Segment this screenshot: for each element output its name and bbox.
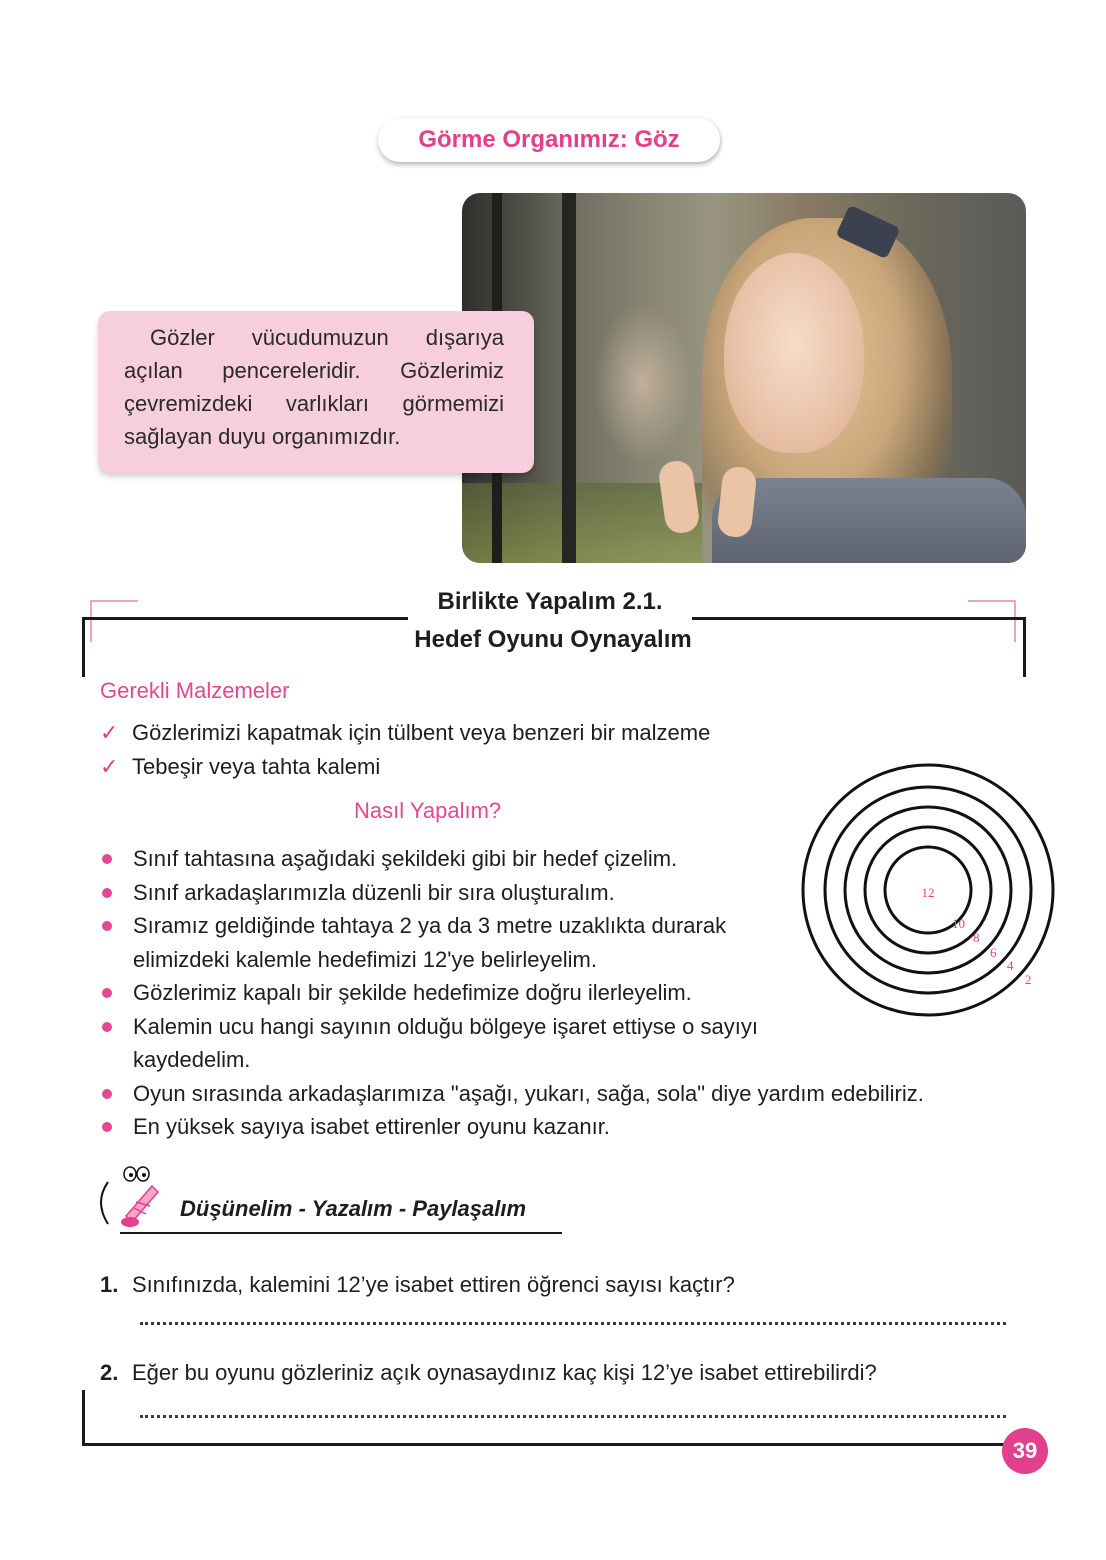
target-label: 4 [1007,958,1014,973]
girl-at-window-photo [462,193,1026,563]
target-label: 2 [1025,972,1032,987]
question-number: 1. [100,1272,119,1297]
question-text: Eğer bu oyunu gözleriniz açık oynasaydınız kaç kişi 12’ye isabet ettirebilirdi? [132,1360,877,1385]
question-item [100,1360,877,1386]
frame-corner-decoration [90,600,138,642]
list-item: Sıramız geldiğinde tahtaya 2 ya da 3 metre uzaklıkta durarak elimizdeki kalemle hedefimizi 12'ye belirleyelim. [100,909,773,976]
answer-line[interactable] [140,1322,1006,1325]
frame-line [692,617,1026,620]
activity-subtitle: Hedef Oyunu Oynayalım [414,626,692,653]
answer-line[interactable] [140,1415,1006,1418]
steps-list [100,842,1060,1144]
material-item [100,720,710,746]
material-text: Gözlerimizi kapatmak için tülbent veya benzeri bir malzeme [132,720,711,745]
material-item [100,754,380,780]
material-text: Tebeşir veya tahta kalemi [132,754,381,779]
pencil-thinking-icon [90,1162,170,1232]
list-item: En yüksek sayıya isabet ettirenler oyunu kazanır. [100,1110,1060,1144]
how-heading: Nasıl Yapalım? [354,798,502,823]
think-write-share-title: Düşünelim - Yazalım - Paylaşalım [180,1196,527,1221]
check-icon: ✓ [100,754,119,779]
page-title: Görme Organımız: Göz [378,118,720,162]
page-number: 39 [1002,1428,1048,1474]
frame-line [82,1390,85,1446]
frame-corner-decoration [968,600,1016,642]
list-item: Gözlerimiz kapalı bir şekilde hedefimize doğru ilerleyelim. [100,976,1060,1010]
target-label: 12 [921,885,935,900]
frame-line [82,617,408,620]
info-text: Gözler vücudumuzun dışarıya açılan pencereleridir. Gözlerimiz çevremizdeki varlıkları görmemizi sağlayan duyu organımızdır. [124,325,504,449]
frame-line [1023,617,1026,677]
question-text: Sınıfınızda, kalemini 12’ye isabet ettiren öğrenci sayısı kaçtır? [132,1272,735,1297]
target-label: 8 [973,930,980,945]
info-box [98,311,534,473]
materials-heading: Gerekli Malzemeler [100,678,290,703]
list-item: Sınıf tahtasına aşağıdaki şekildeki gibi bir hedef çizelim. [100,842,1060,876]
list-item: Sınıf arkadaşlarımızla düzenli bir sıra oluşturalım. [100,876,1060,910]
activity-title: Birlikte Yapalım 2.1. [437,588,663,615]
frame-line [82,617,85,677]
check-icon: ✓ [100,720,119,745]
list-item: Kalemin ucu hangi sayının olduğu bölgeye işaret ettiyse o sayıyı kaydedelim. [100,1010,773,1077]
question-item [100,1272,735,1298]
target-label: 6 [990,945,997,960]
frame-line [82,1443,1026,1446]
question-number: 2. [100,1360,119,1385]
title-underline [120,1232,562,1234]
target-label: 10 [952,916,965,931]
list-item: Oyun sırasında arkadaşlarımıza "aşağı, yukarı, sağa, sola" diye yardım edebiliriz. [100,1077,1073,1111]
